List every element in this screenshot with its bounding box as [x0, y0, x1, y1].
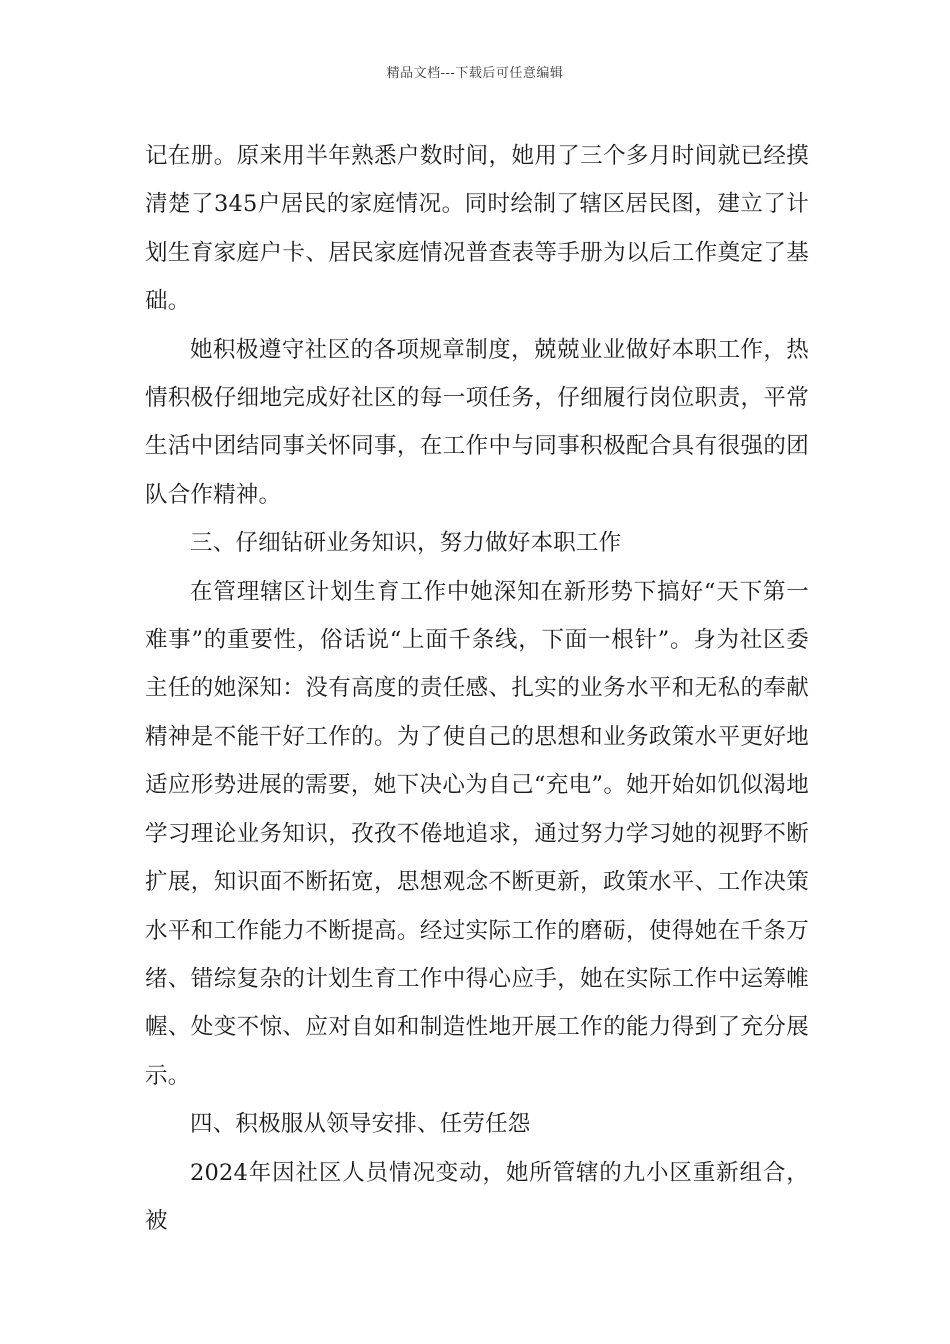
paragraph-study: 在管理辖区计划生育工作中她深知在新形势下搞好“天下第一难事”的重要性，俗话说“上面千条线，下面一根针”。身为社区委主任的她深知：没有高度的责任感、扎实的业务水平和无私的奉献精神是不能干好工作的。为了使自己的思想和业务政策水平更好地适应形势进展的需要，她下决心为自己“充电”。她开始如饥似渴地学习理论业务知识，孜孜不倦地追求，通过努力学习她的视野不断扩展，知识面不断拓宽，思想观念不断更新，政策水平、工作决策水平和工作能力不断提高。经过实际工作的磨砺，使得她在千条万绪、错综复杂的计划生育工作中得心应手，她在实际工作中运筹帷幄、处变不惊、应对自如和制造性地开展工作的能力得到了充分展示。 [145, 578, 809, 1089]
paragraph-work-attitude: 她积极遵守社区的各项规章制度，兢兢业业做好本职工作，热情积极仔细地完成好社区的每一项任务，仔细履行岗位职责，平常生活中团结同事关怀同事，在工作中与同事积极配合具有很强的团队合作精神。 [145, 336, 809, 508]
paragraph-continuation: 记在册。原来用半年熟悉户数时间，她用了三个多月时间就已经摸清楚了345户居民的家庭情况。同时绘制了辖区居民图，建立了计划生育家庭户卡、居民家庭情况普查表等手册为以后工作奠定了基础。 [145, 143, 809, 315]
section-heading-3: 三、仔细钻研业务知识，努力做好本职工作 [190, 530, 622, 557]
paragraph-2024: 2024年因社区人员情况变动，她所管辖的九小区重新组合，被 [145, 1159, 809, 1234]
section-heading-4: 四、积极服从领导安排、任劳任怨 [190, 1111, 531, 1138]
document-body [145, 132, 809, 1245]
page-header: 精品文档---下载后可任意编辑 [386, 66, 564, 81]
